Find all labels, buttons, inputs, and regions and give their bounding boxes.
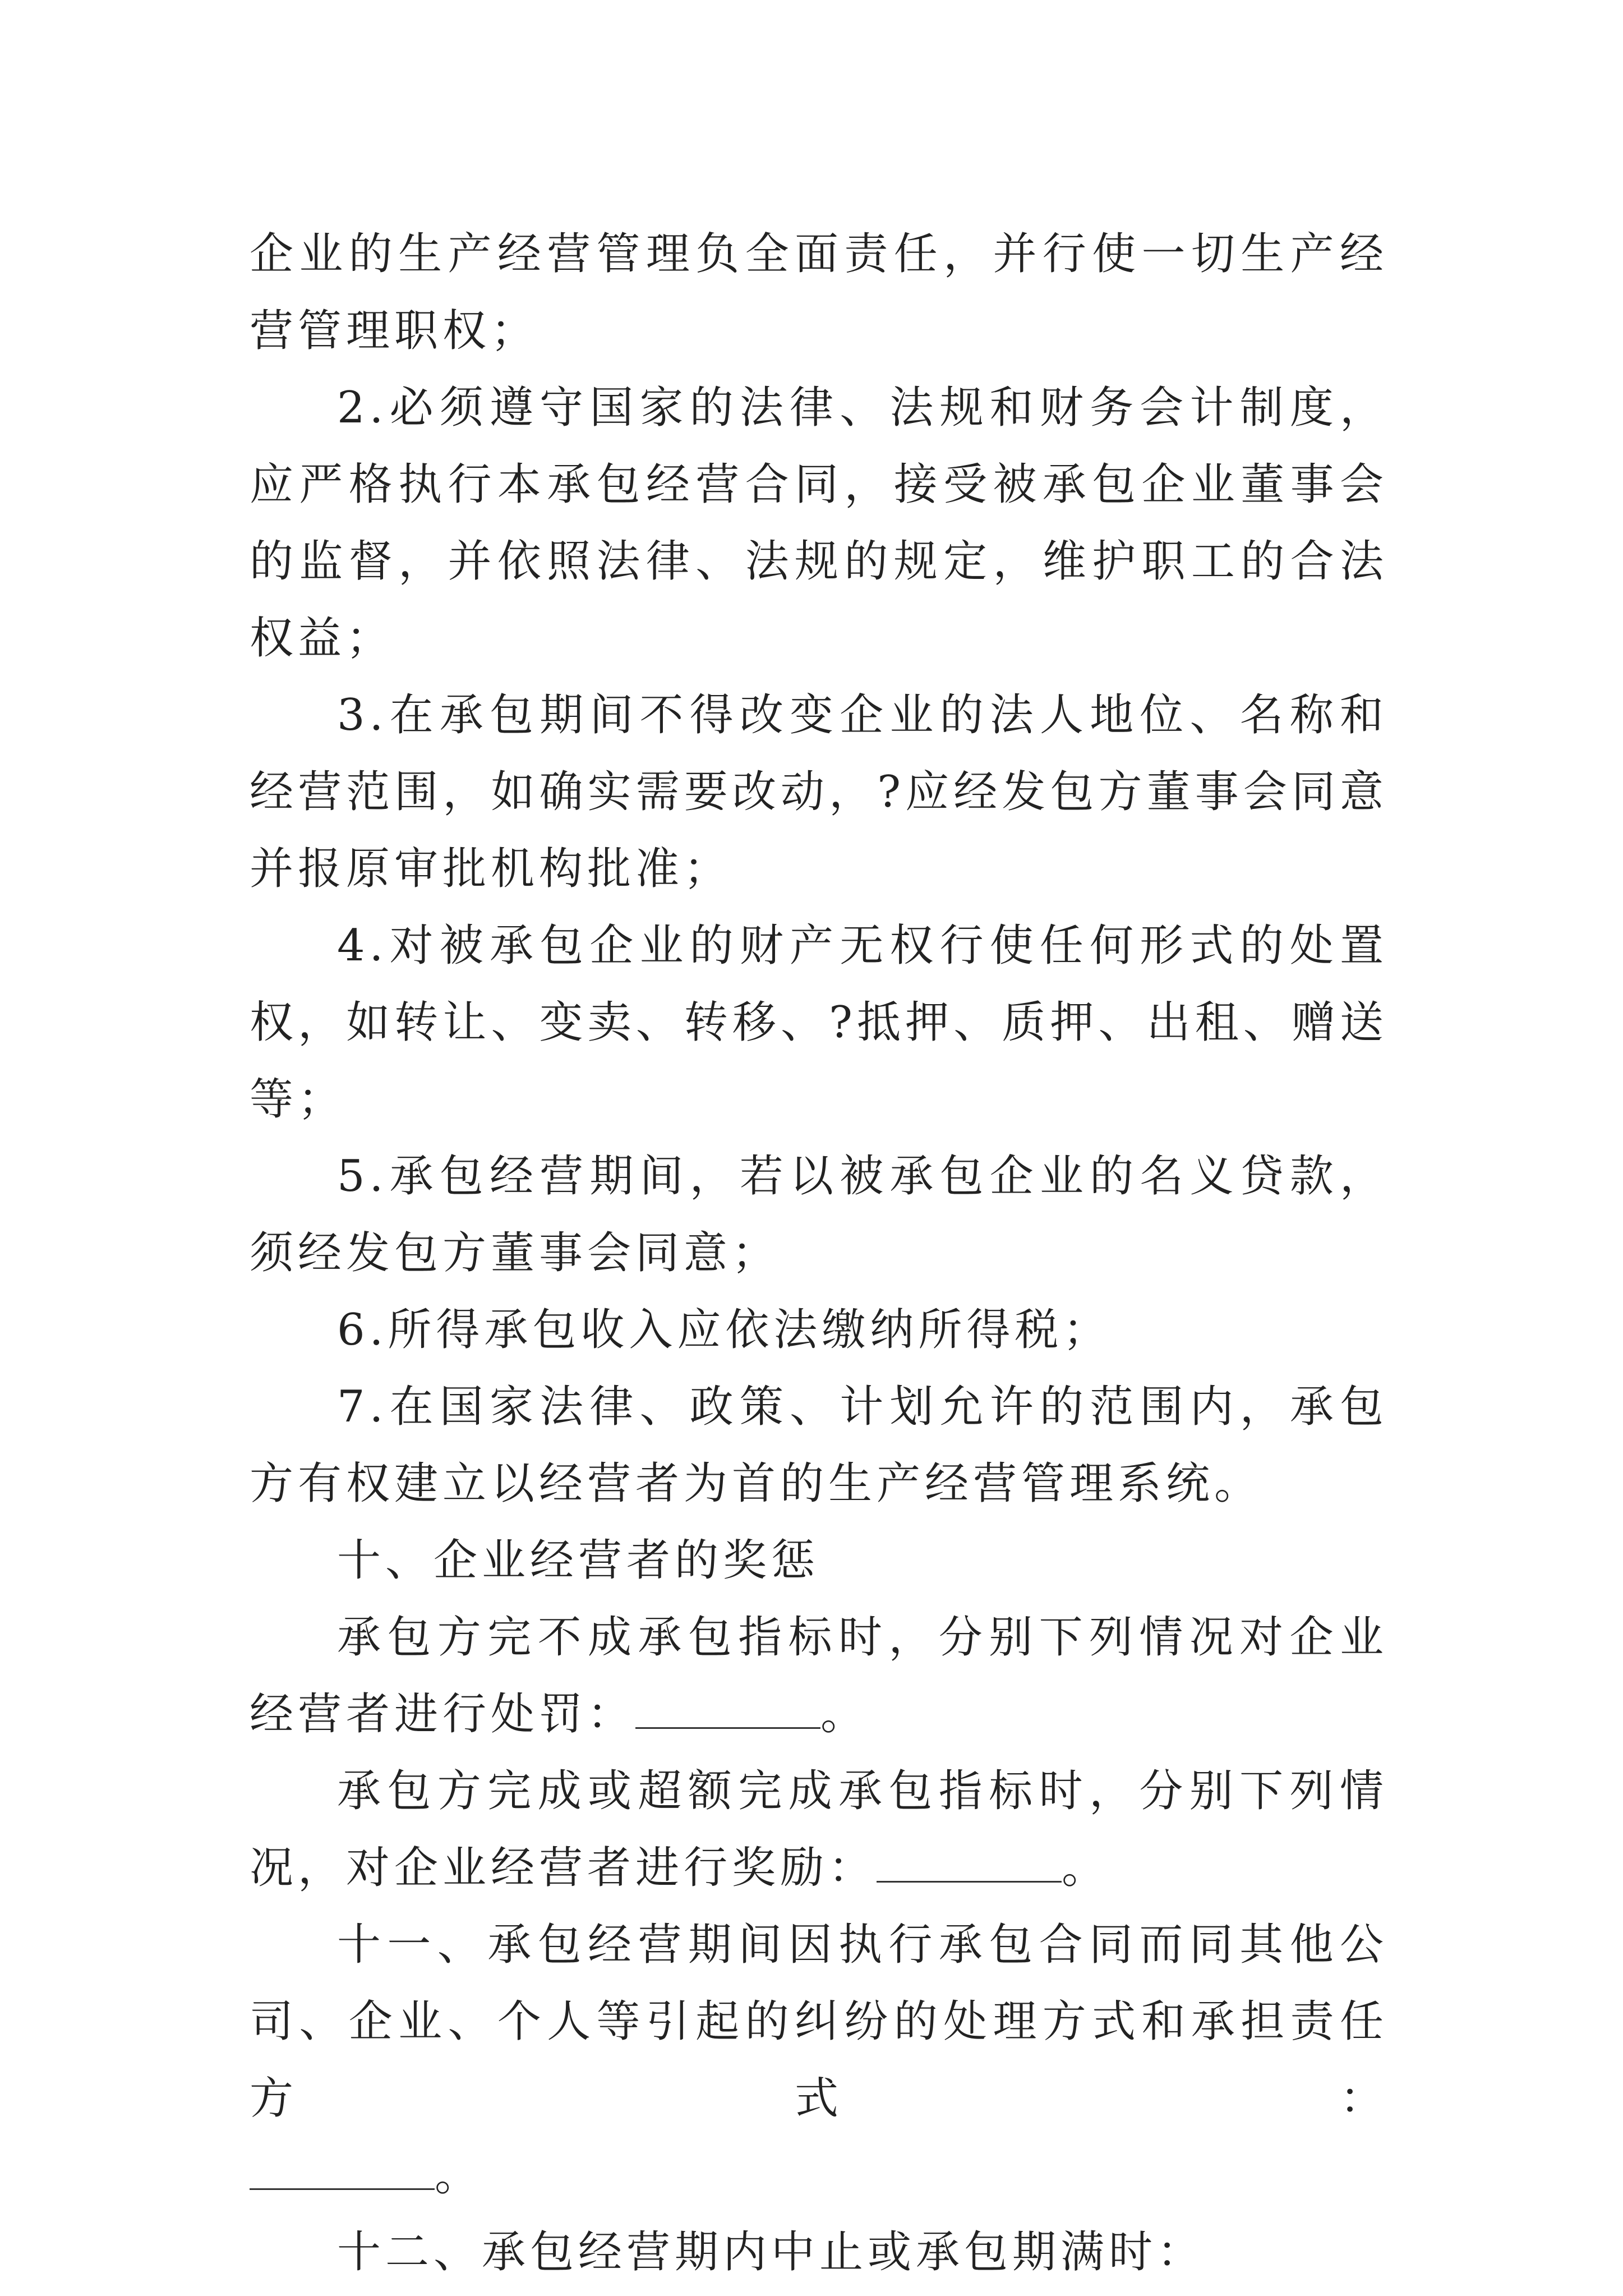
paragraph-text: 承包方完成或超额完成承包指标时，分别下列情况，对企业经营者进行奖励：: [250, 1766, 1388, 1893]
paragraph-penalty: [250, 1599, 1388, 1753]
paragraph-item-7: [250, 1369, 1388, 1522]
fill-in-blank: [635, 1695, 820, 1729]
paragraph-punctuation: 。: [820, 1689, 869, 1740]
heading-text: 十二、承包经营期内中止或承包期满时：: [337, 2227, 1206, 2277]
paragraph-item-6: [250, 1292, 1388, 1369]
paragraph-text: 7.在国家法律、政策、计划允许的范围内，承包方有权建立以经营者为首的生产经营管理系统。: [250, 1382, 1388, 1509]
paragraph-text: 3.在承包期间不得改变企业的法人地位、名称和经营范围，如确实需要改动，?应经发包方董事会同意并报原审批机构批准；: [250, 690, 1388, 894]
paragraph-continuation: [250, 216, 1388, 370]
paragraph-text: 6.所得承包收入应依法缴纳所得税；: [337, 1305, 1112, 1355]
paragraph-punctuation: 。: [435, 2150, 483, 2201]
paragraph-text: 5.承包经营期间，若以被承包企业的名义贷款，须经发包方董事会同意；: [250, 1151, 1388, 1278]
paragraph-item-4: [250, 908, 1388, 1138]
paragraph-text: 十一、承包经营期间因执行承包合同而同其他公司、企业、个人等引起的纠纷的处理方式和承担责任方式：: [250, 1920, 1388, 2124]
section-heading-12: [250, 2214, 1388, 2291]
paragraph-text: 企业的生产经营管理负全面责任，并行使一切生产经营管理职权；: [250, 229, 1388, 356]
document-body: [250, 216, 1388, 2291]
paragraph-item-2: [250, 370, 1388, 677]
section-heading-11: [250, 1907, 1388, 2137]
paragraph-reward: [250, 1753, 1388, 1907]
paragraph-text: 4.对被承包企业的财产无权行使任何形式的处置权，如转让、变卖、转移、?抵押、质押、出租、赠送等；: [250, 921, 1388, 1125]
heading-text: 十、企业经营者的奖惩: [337, 1535, 820, 1586]
paragraph-item-3: [250, 677, 1388, 908]
fill-in-blank: [877, 1848, 1062, 1883]
section-heading-10: [250, 1522, 1388, 1599]
fill-in-blank: [250, 2156, 435, 2190]
paragraph-dispute-blank: [250, 2137, 1388, 2214]
paragraph-punctuation: 。: [1062, 1843, 1110, 1893]
paragraph-text: 2.必须遵守国家的法律、法规和财务会计制度，应严格执行本承包经营合同，接受被承包企业董事会的监督，并依照法律、法规的规定，维护职工的合法权益；: [250, 383, 1388, 664]
paragraph-text: 承包方完不成承包指标时，分别下列情况对企业经营者进行处罚：: [250, 1612, 1388, 1740]
paragraph-item-5: [250, 1138, 1388, 1292]
